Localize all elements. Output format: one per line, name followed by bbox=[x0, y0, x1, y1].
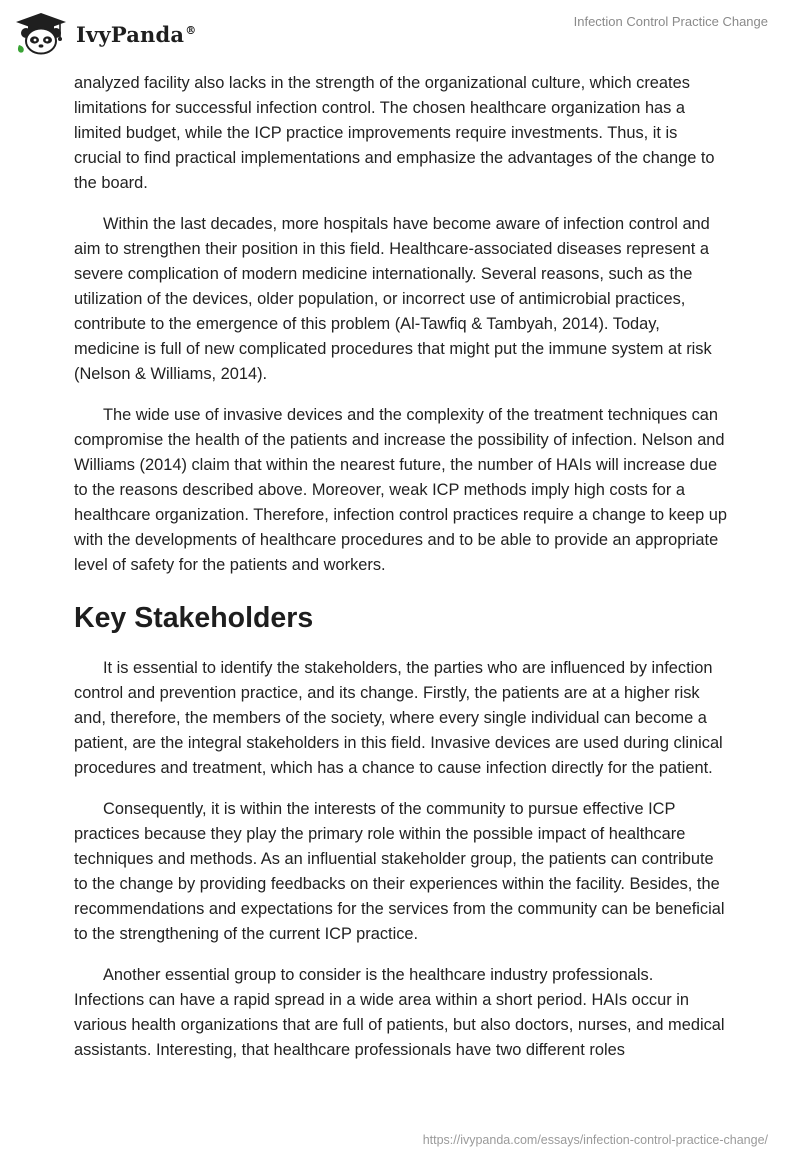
document-title: Infection Control Practice Change bbox=[573, 14, 768, 29]
page-header bbox=[0, 0, 800, 70]
panda-graduate-logo-icon bbox=[14, 11, 68, 55]
paragraph: Within the last decades, more hospitals have become aware of infection control and aim to strengthen their position in this field. Healthcare-associated diseases represent a severe complication of modern medicine internationally. Several reasons, such as the utilization of the devices, older population, or incorrect use of antimicrobial practices, contribute to the emergence of this problem (Al-Tawfiq & Tambyah, 2014). Today, medicine is full of new complicated procedures that might put the immune system at risk (Nelson & Williams, 2014). bbox=[74, 215, 712, 383]
source-url-link[interactable]: https://ivypanda.com/essays/infection-control-practice-change/ bbox=[422, 1133, 768, 1147]
paragraph: The wide use of invasive devices and the complexity of the treatment techniques can compromise the health of the patients and increase the possibility of infection. Nelson and Williams (2014) claim that within the nearest future, the number of HAIs will increase due to the reasons described above. Moreover, weak ICP methods imply high costs for a healthcare organization. Therefore, infection control practices require a change to keep up with the developments of healthcare procedures and to be able to provide an appropriate level of safety for the patients and workers. bbox=[74, 406, 727, 574]
brand-logo[interactable] bbox=[14, 8, 196, 58]
paragraph: It is essential to identify the stakeholders, the parties who are influenced by infection control and prevention practice, and its change. Firstly, the patients are at a higher risk and, therefore, the members of the society, where every single individual can become a patient, are the integral stakeholders in this field. Invasive devices are used during clinical procedures and treatment, which has a chance to cause infection directly for the patient. bbox=[74, 659, 723, 777]
essay-body bbox=[74, 71, 728, 1079]
brand-name: IvyPanda® bbox=[76, 21, 197, 47]
paragraph: Another essential group to consider is the healthcare industry professionals. Infections can have a rapid spread in a wide area within a short period. HAIs occur in various health organizations that are full of patients, but also doctors, nurses, and medical assistants. Interesting, that healthcare professionals have two different roles bbox=[74, 966, 725, 1059]
paragraph: Consequently, it is within the interests of the community to pursue effective ICP practices because they play the primary role within the possible impact of healthcare techniques and methods. As an influential stakeholder group, the patients can contribute to the change by providing feedbacks on their experiences within the facility. Besides, the recommendations and expectations for the services from the community can be beneficial to the strengthening of the current ICP practice. bbox=[74, 800, 725, 943]
registered-mark: ® bbox=[185, 23, 197, 37]
section-heading: Key Stakeholders bbox=[74, 602, 314, 634]
paragraph: analyzed facility also lacks in the strength of the organizational culture, which creates limitations for successful infection control. The chosen healthcare organization has a limited budget, while the ICP practice improvements require investments. Thus, it is crucial to find practical implementations and emphasize the advantages of the change to the board. bbox=[74, 74, 715, 192]
